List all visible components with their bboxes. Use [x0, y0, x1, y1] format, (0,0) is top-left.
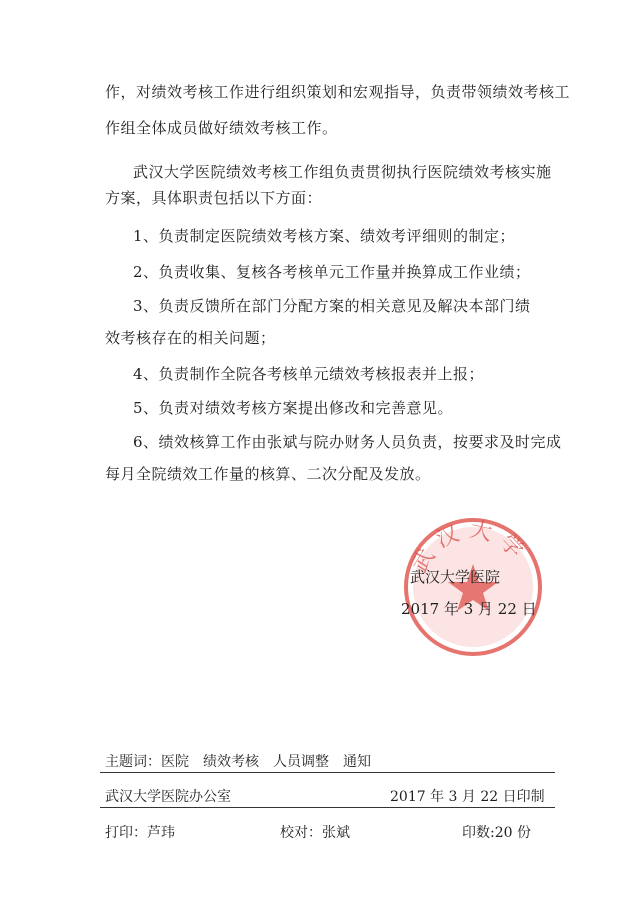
paragraph-2-line-2: 方案，具体职责包括以下方面： — [105, 189, 323, 207]
duty-item-3-line-1: 3、负责反馈所在部门分配方案的相关意见及解决本部门绩 — [133, 297, 531, 315]
keywords-label: 主题词： — [105, 754, 161, 770]
paragraph-1-line-1: 作，对绩效考核工作进行组织策划和宏观指导，负责带领绩效考核工 — [105, 83, 571, 101]
keyword: 医院 — [161, 754, 189, 770]
issuing-office: 武汉大学医院办公室 — [105, 789, 231, 805]
keyword: 人员调整 — [273, 754, 329, 770]
keyword: 绩效考核 — [203, 754, 259, 770]
checker-name: 校对：张斌 — [280, 825, 350, 841]
duty-item-5: 5、负责对绩效考核方案提出修改和完善意见。 — [133, 399, 454, 417]
duty-item-2: 2、负责收集、复核各考核单元工作量并换算成工作业绩； — [133, 263, 531, 281]
print-date: 2017 年 3 月 22 日印制 — [390, 789, 545, 805]
copy-count: 印数:20 份 — [462, 825, 531, 841]
paragraph-1-line-2: 作组全体成员做好绩效考核工作。 — [105, 119, 338, 137]
keyword: 通知 — [343, 754, 371, 770]
duty-item-6-line-1: 6、绩效核算工作由张斌与院办财务人员负责，按要求及时完成 — [133, 433, 562, 451]
duty-item-4: 4、负责制作全院各考核单元绩效考核报表并上报； — [133, 365, 485, 383]
footer-divider-1 — [100, 772, 555, 773]
printer-name: 打印：芦玮 — [105, 825, 175, 841]
paragraph-2-line-1: 武汉大学医院绩效考核工作组负责贯彻执行医院绩效考核实施 — [133, 163, 552, 181]
keywords-row — [105, 753, 385, 771]
duty-item-6-line-2: 每月全院绩效工作量的核算、二次分配及发放。 — [105, 465, 431, 483]
duty-item-1: 1、负责制定医院绩效考核方案、绩效考评细则的制定； — [133, 227, 516, 245]
footer-divider-2 — [100, 807, 555, 808]
seal-text: 武汉大学 — [407, 517, 534, 577]
duty-item-3-line-2: 效考核存在的相关问题； — [105, 329, 276, 347]
official-seal-icon — [402, 516, 544, 658]
signing-organization: 武汉大学医院 — [410, 568, 501, 586]
signing-date: 2017 年 3 月 22 日 — [401, 600, 537, 618]
